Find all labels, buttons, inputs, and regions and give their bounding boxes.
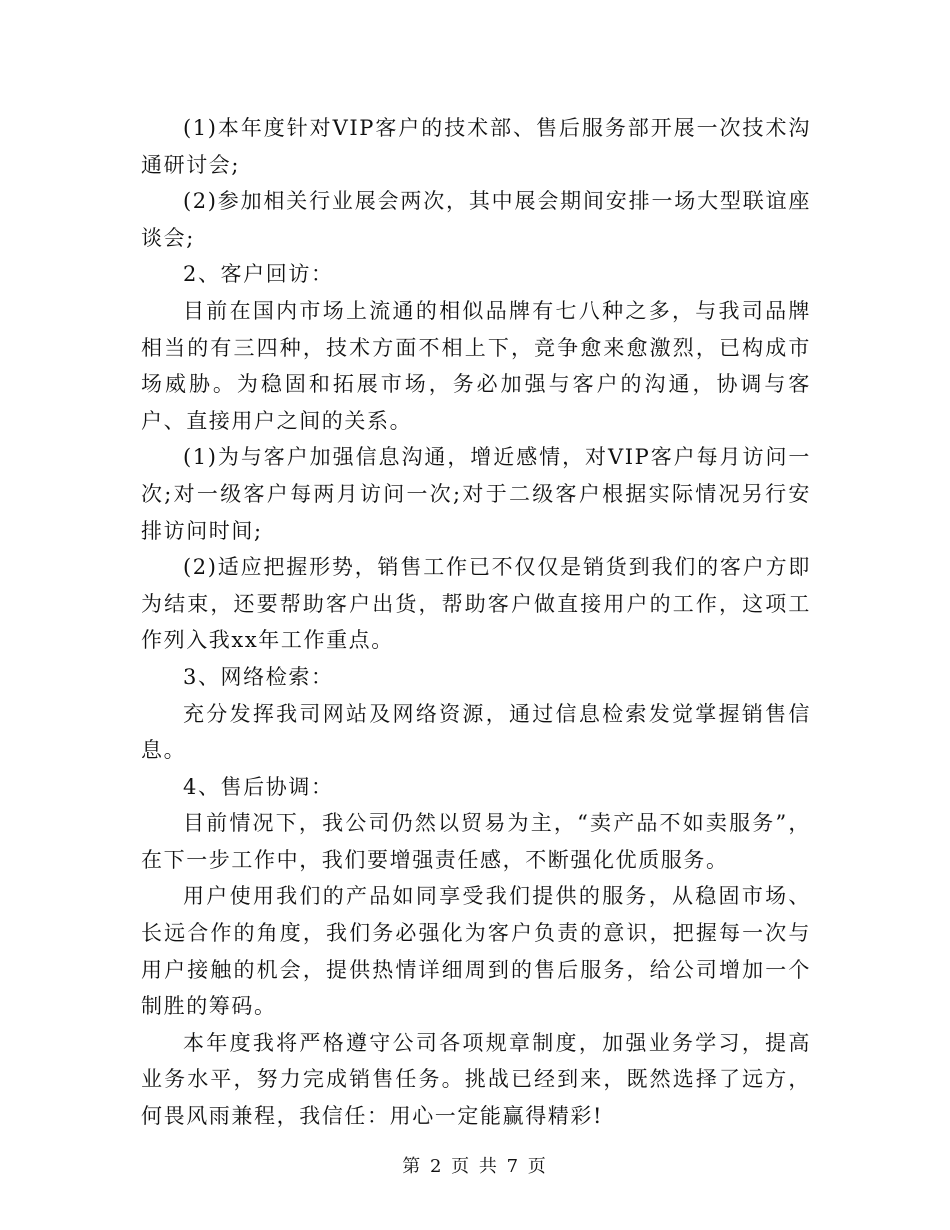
paragraph-conclusion: 本年度我将严格遵守公司各项规章制度，加强业务学习，提高业务水平，努力完成销售任务。挑战已经到来，既然选择了远方，何畏风雨兼程，我信任：用心一定能赢得精彩! (141, 1030, 811, 1129)
paragraph-visit-schedule: (1)为与客户加强信息沟通，增近感情，对VIP客户每月访问一次;对一级客户每两月访问一次;对于二级客户根据实际情况另行安排访问时间; (141, 445, 811, 543)
page-number-footer: 第 2 页 共 7 页 (402, 1156, 548, 1177)
paragraph-service-first: 目前情况下，我公司仍然以贸易为主，“卖产品不如卖服务”，在下一步工作中，我们要增强责任感，不断强化优质服务。 (141, 811, 811, 872)
heading-after-sales: 4、售后协调： (183, 774, 334, 799)
document-body (141, 110, 811, 1135)
heading-network-search: 3、网络检索： (183, 664, 334, 689)
paragraph-sales-focus: (2)适应把握形势，销售工作已不仅仅是销货到我们的客户方即为结束，还要帮助客户出货，帮助客户做直接用户的工作，这项工作列入我xx年工作重点。 (141, 555, 811, 653)
paragraph-network-resources: 充分发挥我司网站及网络资源，通过信息检索发觉掌握销售信息。 (141, 701, 811, 763)
paragraph-seminar: (1)本年度针对VIP客户的技术部、售后服务部开展一次技术沟通研讨会; (141, 116, 811, 177)
heading-customer-visit: 2、客户回访： (183, 262, 334, 287)
paragraph-customer-responsibility: 用户使用我们的产品如同享受我们提供的服务，从稳固市场、长远合作的角度，我们务必强化为客户负责的意识，把握每一次与用户接触的机会，提供热情详细周到的售后服务，给公司增加一个制胜的筹码。 (141, 884, 811, 1019)
paragraph-exhibition: (2)参加相关行业展会两次，其中展会期间安排一场大型联谊座谈会; (141, 189, 811, 250)
paragraph-market-competition: 目前在国内市场上流通的相似品牌有七八种之多，与我司品牌相当的有三四种，技术方面不相上下，竞争愈来愈激烈，已构成市场威胁。为稳固和拓展市场，务必加强与客户的沟通，协调与客户、直接用户之间的关系。 (141, 298, 811, 433)
